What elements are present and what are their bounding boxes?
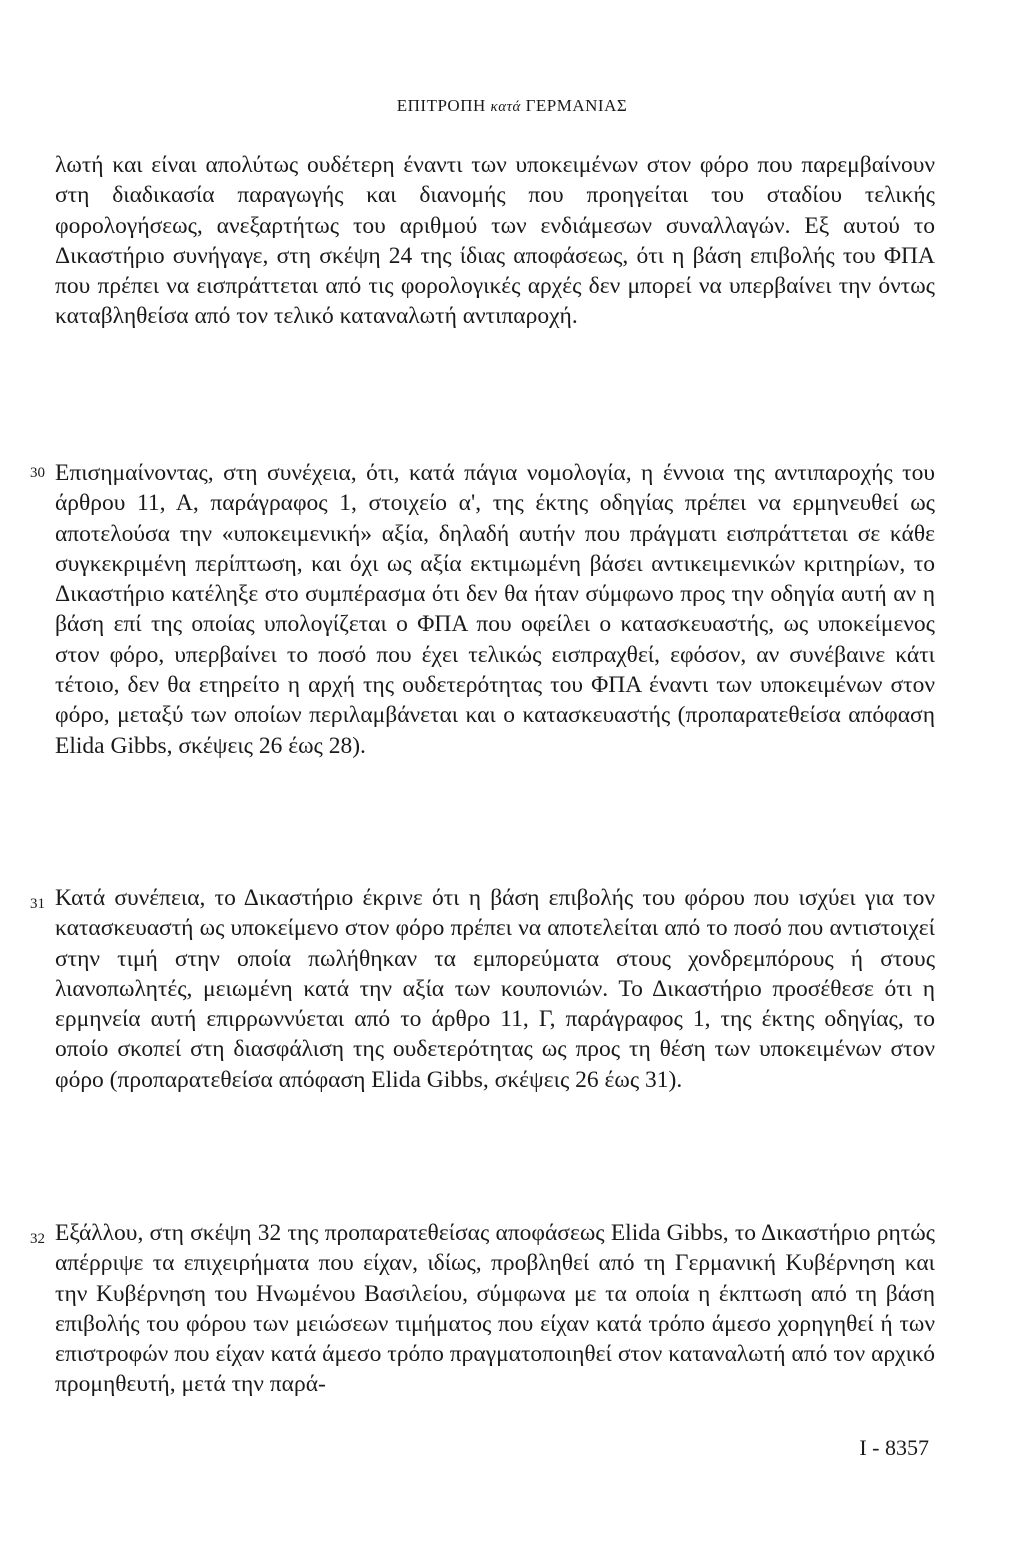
paragraph-number: 32 [30, 1231, 45, 1247]
header-left: ΕΠΙΤΡΟΠΗ [396, 96, 486, 115]
paragraph-number: 30 [30, 465, 45, 481]
header-middle: κατά [490, 99, 521, 115]
running-header [0, 96, 1024, 116]
paragraph-number: 31 [30, 896, 45, 912]
paragraph-31: Κατά συνέπεια, το Δικαστήριο έκρινε ότι η βάση επιβολής του φόρου που ισχύει για τον κατασκευαστή ως υποκείμενο στον φόρο πρέπει να αποτελείται από το ποσό που αντιστοιχεί στην τιμή στην οποία πωλήθηκαν τα εμπορεύματα στους χονδρεμπόρους ή στους λιανοπωλητές, μειωμένη κατά την αξία των κουπονιών. Το Δικαστήριο προσέθεσε ότι η ερμηνεία αυτή επιρρωννύεται από το άρθρο 11, Γ, παράγραφος 1, της έκτης οδηγίας, το οποίο σκοπεί στη διασφάλιση της ουδετερότητας ως προς τη θέση των υποκειμένων στον φόρο (προπαρατεθείσα απόφαση Elida Gibbs, σκέψεις 26 έως 31). [55, 885, 935, 1093]
paragraph-30: Επισημαίνοντας, στη συνέχεια, ότι, κατά πάγια νομολογία, η έννοια της αντιπαροχής του άρθρου 11, Α, παράγραφος 1, στοιχείο α', της έκτης οδηγίας πρέπει να ερμηνευθεί ως αποτελούσα την «υποκειμενική» αξία, δηλαδή αυτήν που πράγματι εισπράττεται σε κάθε συγκεκριμένη περίπτωση, και όχι ως αξία εκτιμωμένη βάσει αντικειμενικών κριτηρίων, το Δικαστήριο κατέληξε στο συμπέρασμα ότι δεν θα ήταν σύμφωνο προς την οδηγία αυτή αν η βάση επί της οποίας υπολογίζεται ο ΦΠΑ που οφείλει ο κατασκευαστής, ως υποκείμενος στον φόρο, υπερβαίνει το ποσό που έχει τελικώς εισπραχθεί, εφόσον, αν συνέβαινε κάτι τέτοιο, δεν θα ετηρείτο η αρχή της ουδετερότητας του ΦΠΑ έναντι των υποκειμένων στον φόρο, μεταξύ των οποίων περιλαμβάνεται και ο κατασκευαστής (προπαρατεθείσα απόφαση Elida Gibbs, σκέψεις 26 έως 28). [55, 460, 935, 759]
header-right: ΓΕΡΜΑΝΙΑΣ [525, 96, 628, 115]
paragraph-32: Εξάλλου, στη σκέψη 32 της προπαρατεθείσας αποφάσεως Elida Gibbs, το Δικαστήριο ρητώς απέρριψε τα επιχειρήματα που είχαν, ιδίως, προβληθεί από τη Γερμανική Κυβέρνηση και την Κυβέρνηση του Ηνωμένου Βασιλείου, σύμφωνα με τα οποία η έκπτωση από τη βάση επιβολής του φόρου των μειώσεων τιμήματος που είχαν κατά τρόπο άμεσο χορηγηθεί ή των επιστροφών που είχαν κατά άμεσο τρόπο πραγματοποιηθεί στον καταναλωτή από τον αρχικό προμηθευτή, μετά την παρά- [55, 1220, 935, 1398]
paragraph-continuation: λωτή και είναι απολύτως ουδέτερη έναντι των υποκειμένων στον φόρο που παρεμβαίνουν στη διαδικασία παραγωγής και διανομής που προηγείται του σταδίου τελικής φορολογήσεως, ανεξαρτήτως του αριθμού των ενδιάμεσων συναλλαγών. Εξ αυτού το Δικαστήριο συνήγαγε, στη σκέψη 24 της ίδιας αποφάσεως, ότι η βάση επιβολής του ΦΠΑ που πρέπει να εισπράττεται από τις φορολογικές αρχές δεν μπορεί να υπερβαίνει την όντως καταβληθείσα από τον τελικό καταναλωτή αντιπαροχή. [55, 152, 935, 330]
page-number: I - 8357 [859, 1435, 929, 1460]
